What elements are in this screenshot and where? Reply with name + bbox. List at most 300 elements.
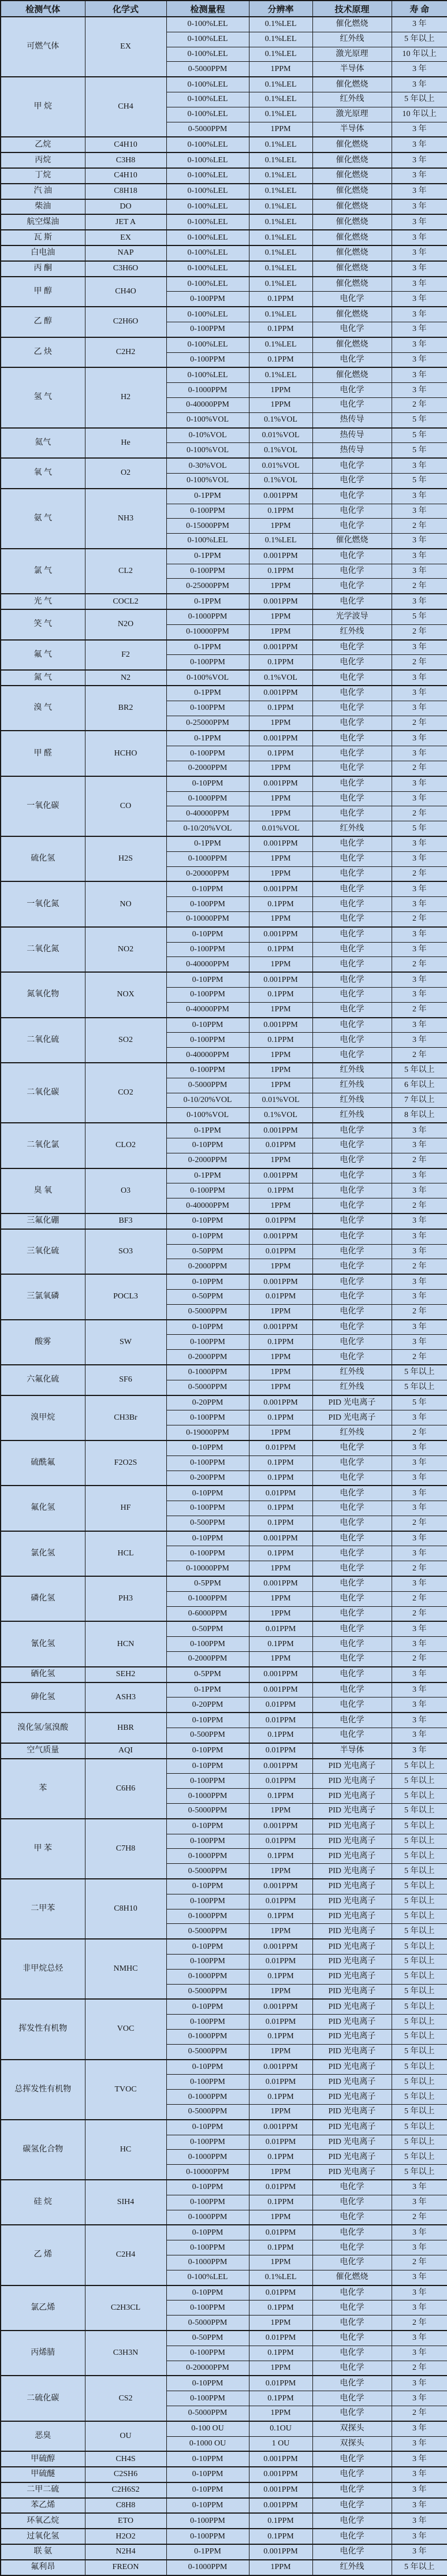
gas-name-cell: 白电油 (1, 245, 85, 261)
gas-name-cell: 氯乙烯 (1, 2285, 85, 2331)
principle-cell: 光学波导 (312, 609, 392, 624)
range-cell: 0-100%LEL (166, 277, 249, 292)
formula-cell: CH4S (85, 2451, 166, 2467)
table-row (1, 1320, 447, 1335)
formula-cell: C3H3N (85, 2331, 166, 2376)
range-cell: 0-100%LEL (166, 307, 249, 322)
resolution-cell: 0.1%VOL (249, 473, 312, 488)
range-cell: 0-10PPM (166, 927, 249, 942)
gas-name-cell: 光 气 (1, 594, 85, 609)
gas-name-cell: 氮氧化物 (1, 972, 85, 1017)
resolution-cell: 1PPM (249, 1365, 312, 1380)
resolution-cell: 1PPM (249, 1350, 312, 1365)
principle-cell: 电化学 (312, 731, 392, 746)
lifespan-cell: 2 年 (392, 2361, 447, 2376)
gas-name-cell: 环氧乙烷 (1, 2513, 85, 2529)
gas-name-cell: 氟化氢 (1, 1486, 85, 1531)
principle-cell: 电化学 (312, 1138, 392, 1153)
formula-cell: O3 (85, 1168, 166, 1213)
gas-name-cell: 氰化氢 (1, 1621, 85, 1666)
formula-cell: C7H8 (85, 1819, 166, 1879)
principle-cell: PID 光电离子 (312, 2150, 392, 2165)
lifespan-cell: 5 年以上 (392, 1969, 447, 1984)
lifespan-cell: 3 年 (392, 137, 447, 152)
range-cell: 0-100PPM (166, 1501, 249, 1516)
range-cell: 0-10000PPM (166, 912, 249, 927)
principle-cell: 电化学 (312, 473, 392, 488)
table-row (1, 2482, 447, 2498)
table-row (1, 184, 447, 199)
lifespan-cell: 3 年 (392, 2544, 447, 2560)
principle-cell: PID 光电离子 (312, 1939, 392, 1954)
table-row (1, 1621, 447, 1636)
principle-cell: 电化学 (312, 1728, 392, 1743)
lifespan-cell: 2 年 (392, 2210, 447, 2225)
resolution-cell: 0.001PPM (249, 2451, 312, 2467)
gas-name-cell: 汽 油 (1, 184, 85, 199)
principle-cell: 电化学 (312, 292, 392, 307)
table-row (1, 137, 447, 152)
principle-cell: 电化学 (312, 489, 392, 504)
gas-name-cell: 三氟化硼 (1, 1213, 85, 1229)
principle-cell: 电化学 (312, 1229, 392, 1244)
formula-cell: C2SH6 (85, 2467, 166, 2482)
gas-name-cell: 氯 气 (1, 549, 85, 594)
table-row (1, 489, 447, 504)
resolution-cell: 0.1%LEL (249, 184, 312, 199)
gas-name-cell: 过氧化氢 (1, 2529, 85, 2544)
lifespan-cell: 5 年 (392, 412, 447, 427)
range-cell: 0-2000PPM (166, 1259, 249, 1274)
formula-cell: C2H2 (85, 337, 166, 368)
formula-cell: C3H8 (85, 152, 166, 168)
table-body (1, 17, 447, 2575)
principle-cell: 半导体 (312, 62, 392, 77)
formula-cell: TVOC (85, 2060, 166, 2120)
range-cell: 0-10PPM (166, 2482, 249, 2498)
gas-name-cell: 空气质量 (1, 1743, 85, 1759)
principle-cell: 电化学 (312, 397, 392, 412)
resolution-cell: 0.001PPM (249, 881, 312, 896)
formula-cell: H2O2 (85, 2529, 166, 2544)
formula-cell: C4H10 (85, 137, 166, 152)
table-row (1, 881, 447, 896)
principle-cell: PID 光电离子 (312, 1909, 392, 1924)
range-cell: 0-10PPM (166, 1213, 249, 1229)
resolution-cell: 0.1%LEL (249, 337, 312, 352)
principle-cell: 电化学 (312, 1501, 392, 1516)
lifespan-cell: 5 年 (392, 821, 447, 836)
lifespan-cell: 3 年 (392, 686, 447, 701)
lifespan-cell: 3 年 (392, 367, 447, 382)
lifespan-cell: 2 年 (392, 655, 447, 670)
lifespan-cell: 3 年 (392, 2195, 447, 2210)
resolution-cell: 0.001PPM (249, 1395, 312, 1410)
formula-cell: NH3 (85, 489, 166, 549)
lifespan-cell: 2 年 (392, 957, 447, 972)
range-cell: 0-1000PPM (166, 2150, 249, 2165)
principle-cell: PID 光电离子 (312, 2044, 392, 2059)
resolution-cell: 0.1PPM (249, 1728, 312, 1743)
resolution-cell: 0.01PPM (249, 2331, 312, 2346)
principle-cell: 催化燃烧 (312, 168, 392, 184)
range-cell: 0-5000PPM (166, 1864, 249, 1879)
principle-cell: PID 光电离子 (312, 1759, 392, 1774)
formula-cell: COCL2 (85, 594, 166, 609)
resolution-cell: 0.1PPM (249, 2513, 312, 2529)
lifespan-cell: 3 年 (392, 2225, 447, 2240)
lifespan-cell: 3 年 (392, 836, 447, 851)
table-row (1, 261, 447, 277)
resolution-cell: 1PPM (249, 1304, 312, 1319)
lifespan-cell: 3 年 (392, 1621, 447, 1636)
formula-cell: F2O2S (85, 1440, 166, 1486)
header-formula: 化学式 (85, 1, 166, 17)
resolution-cell: 0.01PPM (249, 2376, 312, 2391)
range-cell: 0-1PPM (166, 1682, 249, 1698)
resolution-cell: 0.01PPM (249, 1244, 312, 1259)
range-cell: 0-1000PPM (166, 1365, 249, 1380)
formula-cell: BF3 (85, 1213, 166, 1229)
formula-cell: SIH4 (85, 2180, 166, 2225)
principle-cell: 半导体 (312, 122, 392, 137)
principle-cell: PID 光电离子 (312, 1955, 392, 1970)
principle-cell: 电化学 (312, 2240, 392, 2255)
range-cell: 0-100PPM (166, 2195, 249, 2210)
resolution-cell: 0.01%VOL (249, 1093, 312, 1108)
range-cell: 0-100%VOL (166, 412, 249, 427)
principle-cell: 电化学 (312, 972, 392, 987)
header-resolution: 分辨率 (249, 1, 312, 17)
resolution-cell: 0.01PPM (249, 2285, 312, 2300)
resolution-cell: 1PPM (249, 1002, 312, 1017)
table-row (1, 2544, 447, 2560)
resolution-cell: 0.1%LEL (249, 47, 312, 62)
lifespan-cell: 2 年 (392, 519, 447, 534)
formula-cell: SO3 (85, 1229, 166, 1274)
resolution-cell: 1PPM (249, 2044, 312, 2059)
principle-cell: 电化学 (312, 2406, 392, 2421)
principle-cell: 电化学 (312, 761, 392, 776)
formula-cell: CL2 (85, 549, 166, 594)
resolution-cell: 0.01PPM (249, 1440, 312, 1455)
principle-cell: 电化学 (312, 670, 392, 686)
resolution-cell: 0.001PPM (249, 686, 312, 701)
table-row (1, 1063, 447, 1078)
principle-cell: 电化学 (312, 988, 392, 1003)
lifespan-cell: 3 年 (392, 2513, 447, 2529)
range-cell: 0-10PPM (166, 1939, 249, 1954)
lifespan-cell: 3 年 (392, 322, 447, 337)
table-row (1, 1229, 447, 1244)
table-row (1, 230, 447, 245)
range-cell: 0-100PPM (166, 2015, 249, 2030)
range-cell: 0-1000 OU (166, 2436, 249, 2451)
principle-cell: 热传导 (312, 428, 392, 443)
lifespan-cell: 5 年以上 (392, 1924, 447, 1939)
resolution-cell: 0.01%VOL (249, 428, 312, 443)
lifespan-cell: 5 年 (392, 428, 447, 443)
lifespan-cell: 2 年 (392, 912, 447, 927)
gas-name-cell: 恶臭 (1, 2421, 85, 2452)
gas-name-cell: 挥发性有机物 (1, 1999, 85, 2059)
resolution-cell: 0.1PPM (249, 292, 312, 307)
principle-cell: 双探头 (312, 2421, 392, 2436)
lifespan-cell: 3 年 (392, 2421, 447, 2436)
gas-name-cell: 臭 氧 (1, 1168, 85, 1213)
resolution-cell: 0.1PPM (249, 1546, 312, 1561)
principle-cell: 电化学 (312, 866, 392, 881)
resolution-cell: 1PPM (249, 1078, 312, 1093)
principle-cell: PID 光电离子 (312, 2029, 392, 2044)
range-cell: 0-100 OU (166, 2421, 249, 2436)
table-row (1, 428, 447, 443)
resolution-cell: 1PPM (249, 2560, 312, 2575)
lifespan-cell: 5 年以上 (392, 2150, 447, 2165)
resolution-cell: 0.1%VOL (249, 670, 312, 686)
principle-cell: PID 光电离子 (312, 1395, 392, 1410)
range-cell: 0-100PPM (166, 1410, 249, 1425)
lifespan-cell: 5 年以上 (392, 1834, 447, 1849)
principle-cell: PID 光电离子 (312, 1894, 392, 1909)
range-cell: 0-10PPM (166, 2120, 249, 2135)
range-cell: 0-5000PPM (166, 122, 249, 137)
gas-name-cell: 笑 气 (1, 609, 85, 640)
gas-name-cell: 氟 气 (1, 640, 85, 671)
gas-name-cell: 甲硫醇 (1, 2451, 85, 2467)
table-row (1, 2451, 447, 2467)
gas-name-cell: 砷化氢 (1, 1682, 85, 1713)
principle-cell: 电化学 (312, 1018, 392, 1033)
lifespan-cell: 3 年 (392, 152, 447, 168)
range-cell: 0-100%LEL (166, 2270, 249, 2285)
lifespan-cell: 2 年 (392, 1591, 447, 1606)
lifespan-cell: 5 年以上 (392, 1894, 447, 1909)
range-cell: 0-100PPM (166, 1637, 249, 1652)
principle-cell: 电化学 (312, 746, 392, 761)
lifespan-cell: 5 年以上 (392, 1984, 447, 1999)
lifespan-cell: 2 年 (392, 806, 447, 821)
table-row (1, 77, 447, 92)
lifespan-cell: 2 年 (392, 579, 447, 594)
table-row (1, 337, 447, 352)
principle-cell: PID 光电离子 (312, 1924, 392, 1939)
resolution-cell: 0.1%VOL (249, 412, 312, 427)
principle-cell: 电化学 (312, 1713, 392, 1728)
lifespan-cell: 3 年 (392, 2285, 447, 2300)
range-cell: 0-100%LEL (166, 47, 249, 62)
lifespan-cell: 3 年 (392, 1501, 447, 1516)
lifespan-cell: 2 年 (392, 1153, 447, 1168)
principle-cell: 双探头 (312, 2436, 392, 2451)
principle-cell: 激光原理 (312, 107, 392, 122)
resolution-cell: 1PPM (249, 1259, 312, 1274)
resolution-cell: 0.1PPM (249, 1033, 312, 1048)
lifespan-cell: 3 年 (392, 277, 447, 292)
resolution-cell: 0.1%LEL (249, 168, 312, 184)
resolution-cell: 1PPM (249, 1380, 312, 1395)
range-cell: 0-20PPM (166, 1698, 249, 1713)
gas-name-cell: 二硫化碳 (1, 2376, 85, 2421)
resolution-cell: 0.001PPM (249, 1576, 312, 1591)
gas-name-cell: 溴甲烷 (1, 1395, 85, 1440)
resolution-cell: 0.001PPM (249, 549, 312, 564)
lifespan-cell: 5 年以上 (392, 1819, 447, 1834)
resolution-cell: 1PPM (249, 1606, 312, 1621)
formula-cell: CO2 (85, 1063, 166, 1123)
lifespan-cell: 3 年 (392, 1410, 447, 1425)
principle-cell: 催化燃烧 (312, 152, 392, 168)
lifespan-cell: 5 年以上 (392, 2560, 447, 2575)
lifespan-cell: 5 年以上 (392, 2165, 447, 2180)
resolution-cell: 0.1%LEL (249, 32, 312, 47)
principle-cell: 催化燃烧 (312, 367, 392, 382)
principle-cell: 电化学 (312, 2285, 392, 2300)
gas-name-cell: 二甲苯 (1, 1879, 85, 1939)
table-row (1, 17, 447, 32)
range-cell: 0-100%VOL (166, 473, 249, 488)
resolution-cell: 0.001PPM (249, 2467, 312, 2482)
gas-name-cell: 甲 醇 (1, 277, 85, 307)
lifespan-cell: 3 年 (392, 2391, 447, 2406)
gas-name-cell: 三氧化硫 (1, 1229, 85, 1274)
resolution-cell: 0.1PPM (249, 988, 312, 1003)
principle-cell: 电化学 (312, 1002, 392, 1017)
range-cell: 0-1000PPM (166, 609, 249, 624)
table-row (1, 1395, 447, 1410)
range-cell: 0-10PPM (166, 1879, 249, 1894)
lifespan-cell: 3 年 (392, 942, 447, 957)
lifespan-cell: 3 年 (392, 2451, 447, 2467)
resolution-cell: 1 OU (249, 2436, 312, 2451)
range-cell: 0-100%LEL (166, 184, 249, 199)
lifespan-cell: 5 年以上 (392, 1063, 447, 1078)
gas-name-cell: 甲 苯 (1, 1819, 85, 1879)
principle-cell: 电化学 (312, 1123, 392, 1138)
table-row (1, 836, 447, 851)
table-row (1, 1123, 447, 1138)
lifespan-cell: 5 年以上 (392, 1774, 447, 1789)
principle-cell: 催化燃烧 (312, 214, 392, 230)
principle-cell: 电化学 (312, 716, 392, 731)
formula-cell: He (85, 428, 166, 459)
principle-cell: PID 光电离子 (312, 1834, 392, 1849)
resolution-cell: 0.001PPM (249, 1229, 312, 1244)
range-cell: 0-20PPM (166, 1395, 249, 1410)
lifespan-cell: 3 年 (392, 594, 447, 609)
range-cell: 0-5000PPM (166, 2104, 249, 2119)
principle-cell: 催化燃烧 (312, 307, 392, 322)
formula-cell: BR2 (85, 686, 166, 731)
resolution-cell: 0.001PPM (249, 972, 312, 987)
formula-cell: C3H6O (85, 261, 166, 277)
resolution-cell: 0.1PPM (249, 564, 312, 579)
formula-cell: C8H10 (85, 1879, 166, 1939)
range-cell: 0-100PPM (166, 897, 249, 912)
range-cell: 0-100%LEL (166, 214, 249, 230)
lifespan-cell: 5 年以上 (392, 32, 447, 47)
resolution-cell: 1PPM (249, 397, 312, 412)
range-cell: 0-25000PPM (166, 716, 249, 731)
lifespan-cell: 5 年以上 (392, 1804, 447, 1819)
range-cell: 0-100PPM (166, 2135, 249, 2150)
principle-cell: 电化学 (312, 383, 392, 398)
resolution-cell: 0.01PPM (249, 1743, 312, 1759)
range-cell: 0-20000PPM (166, 2361, 249, 2376)
header-lifespan: 寿 命 (392, 1, 447, 17)
header-gas-name: 检测气体 (1, 1, 85, 17)
resolution-cell: 0.001PPM (249, 2482, 312, 2498)
table-row (1, 1576, 447, 1591)
resolution-cell: 0.001PPM (249, 2544, 312, 2560)
range-cell: 0-1PPM (166, 1168, 249, 1183)
lifespan-cell: 2 年 (392, 1198, 447, 1213)
gas-name-cell: 氧 气 (1, 458, 85, 489)
resolution-cell: 0.1%LEL (249, 2270, 312, 2285)
principle-cell: 催化燃烧 (312, 337, 392, 352)
gas-name-cell: 丙烯腈 (1, 2331, 85, 2376)
resolution-cell: 0.001PPM (249, 640, 312, 655)
gas-name-cell: 硒化氢 (1, 1667, 85, 1682)
range-cell: 0-25000PPM (166, 579, 249, 594)
lifespan-cell: 3 年 (392, 1682, 447, 1698)
principle-cell: 电化学 (312, 1531, 392, 1546)
principle-cell: PID 光电离子 (312, 2075, 392, 2090)
resolution-cell: 0.01PPM (249, 1289, 312, 1304)
principle-cell: PID 光电离子 (312, 1774, 392, 1789)
range-cell: 0-200PPM (166, 1471, 249, 1486)
principle-cell: 电化学 (312, 2544, 392, 2560)
table-row (1, 2331, 447, 2346)
resolution-cell: 1PPM (249, 1804, 312, 1819)
range-cell: 0-1PPM (166, 686, 249, 701)
lifespan-cell: 5 年以上 (392, 1849, 447, 1864)
principle-cell: 红外线 (312, 821, 392, 836)
resolution-cell: 0.01%VOL (249, 458, 312, 473)
formula-cell: NMHC (85, 1939, 166, 1999)
range-cell: 0-10PPM (166, 1440, 249, 1455)
lifespan-cell: 6 年以上 (392, 1078, 447, 1093)
resolution-cell: 1PPM (249, 2255, 312, 2270)
formula-cell: NAP (85, 245, 166, 261)
principle-cell: 半导体 (312, 1743, 392, 1759)
resolution-cell: 0.001PPM (249, 1999, 312, 2014)
range-cell: 0-10PPM (166, 1531, 249, 1546)
range-cell: 0-5000PPM (166, 2316, 249, 2331)
principle-cell: 电化学 (312, 1546, 392, 1561)
resolution-cell: 1PPM (249, 761, 312, 776)
lifespan-cell: 3 年 (392, 1289, 447, 1304)
lifespan-cell: 3 年 (392, 2482, 447, 2498)
lifespan-cell: 2 年 (392, 1259, 447, 1274)
formula-cell: C6H6 (85, 1759, 166, 1819)
range-cell: 0-10PPM (166, 1229, 249, 1244)
principle-cell: 电化学 (312, 2300, 392, 2316)
range-cell: 0-100PPM (166, 1546, 249, 1561)
lifespan-cell: 3 年 (392, 1335, 447, 1350)
resolution-cell: 0.01PPM (249, 2180, 312, 2195)
resolution-cell: 0.001PPM (249, 1682, 312, 1698)
lifespan-cell: 5 年 (392, 443, 447, 458)
range-cell: 0-100PPM (166, 1955, 249, 1970)
table-row (1, 670, 447, 686)
formula-cell: HCHO (85, 731, 166, 776)
table-row (1, 686, 447, 701)
lifespan-cell: 3 年 (392, 640, 447, 655)
range-cell: 0-100%VOL (166, 670, 249, 686)
principle-cell: 电化学 (312, 1259, 392, 1274)
resolution-cell: 0.01PPM (249, 1621, 312, 1636)
